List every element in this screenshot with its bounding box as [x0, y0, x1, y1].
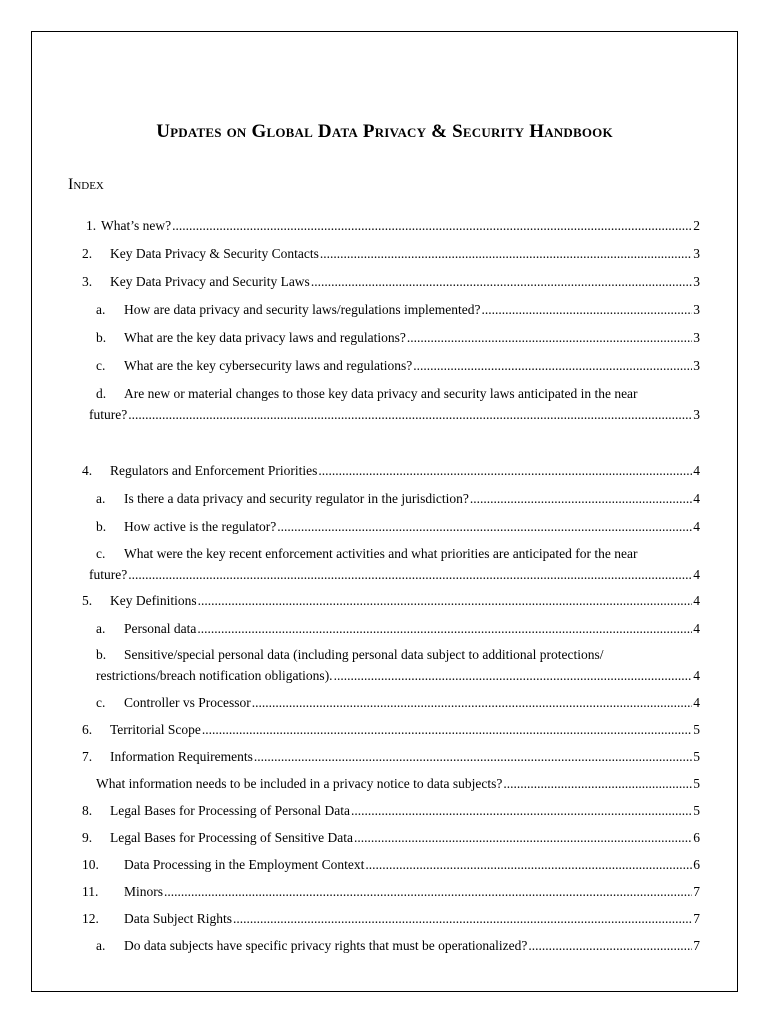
toc-leader-dots — [413, 356, 692, 376]
toc-leader-dots — [320, 244, 692, 264]
toc-entry-page: 4 — [693, 491, 700, 506]
toc-leader-dots — [254, 747, 692, 767]
toc-entry-label: Information Requirements — [110, 749, 253, 764]
toc-entry-number: 1. — [86, 218, 97, 233]
toc-entry-page: 4 — [693, 695, 700, 710]
toc-entry-number: b. — [96, 519, 107, 534]
toc-entry-label: Personal data — [124, 621, 197, 636]
toc-entry-number: 2. — [82, 246, 93, 261]
toc-entry-page: 3 — [693, 358, 700, 373]
toc-entry-number: 7. — [82, 749, 93, 764]
toc-entry[interactable] — [89, 544, 700, 585]
toc-entry-number: 6. — [82, 722, 93, 737]
toc-leader-dots — [318, 461, 692, 481]
toc-leader-dots — [198, 591, 693, 611]
toc-entry-label: How active is the regulator? — [124, 519, 277, 534]
toc-entry-page: 7 — [693, 884, 700, 899]
toc-entry[interactable] — [82, 828, 700, 848]
toc-leader-dots — [128, 405, 692, 425]
toc-entry-label-line1: Are new or material changes to those key data privacy and security laws anticipated in the near — [124, 386, 638, 401]
toc-entry-label: Data Subject Rights — [124, 911, 232, 926]
toc-entry[interactable] — [96, 774, 700, 794]
toc-entry-label: Minors — [124, 884, 164, 899]
toc-leader-dots — [354, 828, 692, 848]
toc-entry-label: Key Data Privacy and Security Laws — [110, 274, 310, 289]
toc-entry-number: 12. — [82, 911, 99, 926]
toc-entry[interactable] — [96, 619, 700, 639]
toc-entry-label-line2: restrictions/breach notification obligations). — [96, 668, 333, 683]
toc-entry-label: Regulators and Enforcement Priorities — [110, 463, 318, 478]
toc-entry[interactable] — [96, 489, 700, 509]
toc-entry[interactable] — [96, 517, 700, 537]
toc-leader-dots — [503, 774, 692, 794]
toc-entry-label: What’s new? — [101, 218, 172, 233]
toc-entry-page: 5 — [693, 776, 700, 791]
toc-entry-number: a. — [96, 491, 106, 506]
toc-entry-page: 3 — [693, 330, 700, 345]
toc-leader-dots — [277, 517, 692, 537]
toc-entry-page: 4 — [693, 621, 700, 636]
toc-entry-label: Controller vs Processor — [124, 695, 251, 710]
toc-entry-page: 3 — [693, 407, 700, 422]
toc-entry-number: d. — [96, 386, 107, 401]
toc-entry-label: What are the key data privacy laws and regulations? — [124, 330, 406, 345]
toc-entry[interactable] — [96, 300, 700, 320]
toc-leader-dots — [202, 720, 692, 740]
toc-entry-page: 4 — [693, 463, 700, 478]
toc-entry-label: How are data privacy and security laws/regulations implemented? — [124, 302, 481, 317]
toc-entry-label: What are the key cybersecurity laws and regulations? — [124, 358, 413, 373]
toc-entry-number: 4. — [82, 463, 93, 478]
toc-entry-label-line1: What were the key recent enforcement activities and what priorities are anticipated for the near — [124, 546, 638, 561]
toc-entry[interactable] — [89, 384, 700, 425]
toc-entry-page: 4 — [693, 593, 700, 608]
toc-leader-dots — [252, 693, 693, 713]
toc-entry-page: 6 — [693, 857, 700, 872]
toc-leader-dots — [233, 909, 692, 929]
toc-entry-label: Data Processing in the Employment Context — [124, 857, 365, 872]
toc-entry-number: a. — [96, 621, 106, 636]
toc-entry-label-line1: Sensitive/special personal data (including personal data subject to additional protections/ — [124, 647, 604, 662]
toc-entry[interactable] — [96, 328, 700, 348]
toc-entry-number: b. — [96, 647, 107, 662]
toc-entry-number: a. — [96, 938, 106, 953]
toc-entry[interactable] — [82, 801, 700, 821]
toc-leader-dots — [407, 328, 692, 348]
toc-entry-page: 5 — [693, 749, 700, 764]
toc-entry-number: c. — [96, 358, 106, 373]
toc-entry[interactable] — [82, 461, 700, 481]
toc-entry-number: 11. — [82, 884, 99, 899]
toc-entry-page: 6 — [693, 830, 700, 845]
toc-entry-page: 7 — [693, 911, 700, 926]
toc-entry[interactable] — [82, 244, 700, 264]
toc-entry[interactable] — [82, 882, 700, 902]
toc-entry-label: Legal Bases for Processing of Sensitive Data — [110, 830, 353, 845]
toc-entry-label: Territorial Scope — [110, 722, 201, 737]
toc-leader-dots — [311, 272, 692, 292]
toc-entry[interactable] — [82, 747, 700, 767]
toc-entry-number: c. — [96, 546, 106, 561]
toc-entry-label: Legal Bases for Processing of Personal Data — [110, 803, 350, 818]
toc-entry[interactable] — [82, 272, 700, 292]
toc-entry[interactable] — [96, 356, 700, 376]
toc-entry-page: 2 — [693, 218, 700, 233]
toc-entry-number: 10. — [82, 857, 99, 872]
toc-entry-number: 5. — [82, 593, 93, 608]
toc-entry-page: 4 — [693, 519, 700, 534]
toc-entry-number: c. — [96, 695, 106, 710]
toc-entry-page: 3 — [693, 246, 700, 261]
toc-entry-label: Do data subjects have specific privacy rights that must be operationalized? — [124, 938, 528, 953]
toc-entry[interactable] — [82, 591, 700, 611]
toc-entry-number: b. — [96, 330, 107, 345]
toc-leader-dots — [365, 855, 692, 875]
toc-entry[interactable] — [96, 645, 700, 686]
toc-leader-dots — [470, 489, 692, 509]
toc-entry[interactable] — [82, 855, 700, 875]
toc-entry[interactable] — [86, 216, 700, 236]
toc-entry-page: 3 — [693, 302, 700, 317]
toc-entry-page: 5 — [693, 803, 700, 818]
toc-entry-label: Key Data Privacy & Security Contacts — [110, 246, 319, 261]
toc-leader-dots — [164, 882, 692, 902]
toc-leader-dots — [334, 666, 693, 686]
toc-entry-page: 4 — [693, 567, 700, 582]
toc-entry-label-line2: future? — [89, 407, 128, 422]
toc-entry[interactable] — [82, 909, 700, 929]
toc-entry[interactable] — [96, 936, 700, 956]
toc-entry-page: 4 — [693, 668, 700, 683]
toc-entry-page: 7 — [693, 938, 700, 953]
toc-entry-label: What information needs to be included in a privacy notice to data subjects? — [96, 776, 503, 791]
toc-entry[interactable] — [82, 720, 700, 740]
toc-entry-number: 9. — [82, 830, 93, 845]
toc-entry-number: 8. — [82, 803, 93, 818]
toc-entry-page: 3 — [693, 274, 700, 289]
toc-entry[interactable] — [96, 693, 700, 713]
toc-leader-dots — [197, 619, 692, 639]
toc-leader-dots — [351, 801, 692, 821]
document-title: Updates on Global Data Privacy & Security Handbook — [156, 121, 613, 142]
toc-entry-label: Key Definitions — [110, 593, 197, 608]
toc-entry-number: a. — [96, 302, 106, 317]
toc-leader-dots — [172, 216, 692, 236]
toc-leader-dots — [482, 300, 693, 320]
toc-leader-dots — [528, 936, 692, 956]
toc-entry-label: Is there a data privacy and security regulator in the jurisdiction? — [124, 491, 469, 506]
toc-entry-label-line2: future? — [89, 567, 128, 582]
toc-entry-page: 5 — [693, 722, 700, 737]
toc-entry-number: 3. — [82, 274, 93, 289]
document-page — [31, 31, 738, 992]
index-heading: Index — [68, 176, 104, 193]
toc-leader-dots — [128, 565, 692, 585]
